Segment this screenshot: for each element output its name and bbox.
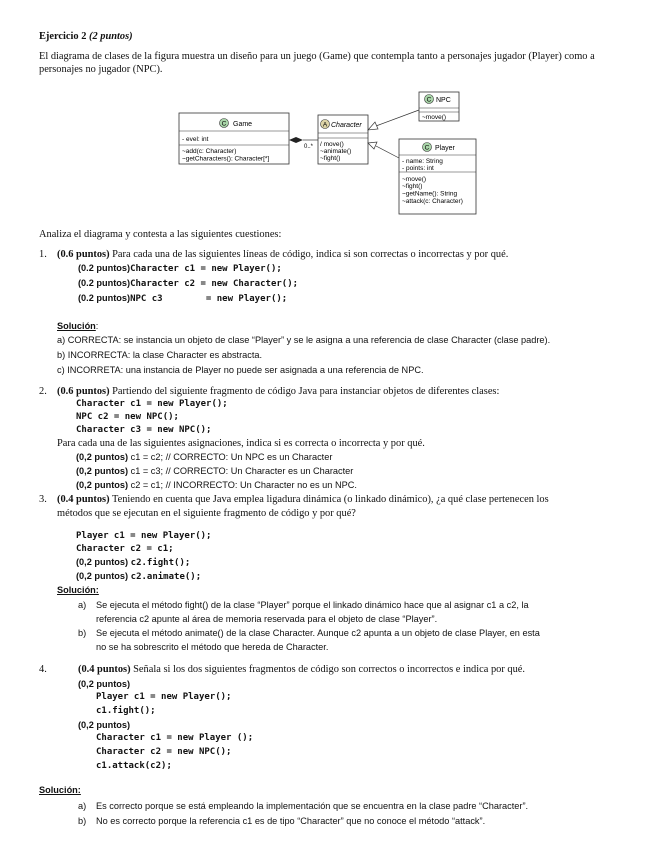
character-method: ~animate() bbox=[320, 148, 352, 155]
game-class-name: Game bbox=[233, 121, 253, 128]
q2-code-line: Character c1 = new Player(); bbox=[76, 399, 228, 409]
q4-text: Señala si los dos siguientes fragmentos de código son correctos o incorrectos e indica por qué. bbox=[133, 664, 526, 675]
class-diagram bbox=[178, 88, 478, 216]
q1-item: (0.2 puntos)Character c1 = new Player(); bbox=[78, 263, 282, 274]
character-class-name: Character bbox=[331, 122, 362, 129]
player-method: ~attack(c: Character) bbox=[402, 198, 463, 205]
q3-item: (0,2 puntos) c2.animate(); bbox=[76, 571, 202, 582]
player-class-name: Player bbox=[435, 145, 455, 152]
npc-icon-letter: C bbox=[426, 96, 432, 104]
q1-points: (0.6 puntos) bbox=[57, 249, 110, 260]
q2-points: (0.6 puntos) bbox=[57, 386, 110, 397]
q4-solution-a: Es correcto porque se está empleando la implementación que se encuentra en la clase padre “Character”. bbox=[96, 801, 529, 811]
q2-item: (0,2 puntos) c2 = c1; // INCORRECTO: Un Character no es un NPC. bbox=[76, 480, 357, 490]
q3-item: (0,2 puntos) c2.fight(); bbox=[76, 557, 191, 568]
q3-text-line2: métodos que se ejecutan en el siguiente fragmento de código y por qué? bbox=[57, 508, 356, 519]
q3-solution-letter: b) bbox=[78, 628, 87, 638]
q1-item: (0.2 puntos)NPC c3 = new Player(); bbox=[78, 293, 288, 304]
q4-code-line: Character c2 = new NPC(); bbox=[96, 747, 232, 757]
q2-item: (0,2 puntos) c1 = c2; // CORRECTO: Un NPC es un Character bbox=[76, 452, 333, 462]
player-class bbox=[399, 139, 476, 214]
multiplicity-label: 0..* bbox=[304, 144, 314, 150]
q3-code-line: Character c2 = c1; bbox=[76, 544, 174, 554]
q4-points: (0.4 puntos) bbox=[78, 664, 131, 675]
npc-class-name: NPC bbox=[436, 97, 451, 104]
character-method: / move() bbox=[320, 141, 344, 148]
q3-points: (0.4 puntos) bbox=[57, 494, 110, 505]
q1-text: Para cada una de las siguientes líneas de código, indica si son correctas o incorrectas y por qué. bbox=[112, 249, 509, 260]
game-attr: - evel: int bbox=[182, 136, 209, 143]
q4-code-line: Player c1 = new Player(); bbox=[96, 692, 232, 702]
aggregation-diamond bbox=[289, 137, 303, 143]
q3-text: Teniendo en cuenta que Java emplea ligadura dinámica (o linkado dinámico), ¿a qué clase pertenecen los bbox=[111, 494, 549, 505]
q4-code-line: Character c1 = new Player (); bbox=[96, 733, 254, 743]
npc-method: ~move() bbox=[422, 114, 447, 121]
q1-solution-label: Solución: bbox=[57, 321, 99, 331]
game-method: ~add(c: Character) bbox=[182, 148, 237, 155]
game-method: ~getCharacters(): Character[*] bbox=[182, 155, 270, 163]
q2-number: 2. bbox=[39, 386, 47, 397]
q4-block-points: (0,2 puntos) bbox=[78, 679, 131, 689]
q2-code-line: NPC c2 = new NPC(); bbox=[76, 412, 179, 422]
q4-solution-letter: a) bbox=[78, 801, 87, 811]
q2-statement bbox=[57, 385, 499, 398]
player-attr: - name: String bbox=[402, 158, 443, 165]
player-method: ~fight() bbox=[402, 183, 423, 190]
game-icon-letter: C bbox=[221, 120, 227, 128]
q4-number: 4. bbox=[39, 664, 47, 675]
character-icon-letter: A bbox=[322, 121, 328, 129]
exercise-points: (2 puntos) bbox=[89, 31, 133, 42]
q1-item: (0.2 puntos)Character c2 = new Character(); bbox=[78, 278, 299, 289]
q1-solution-c: c) INCORRETA: una instancia de Player no puede ser asignada a una referencia de NPC. bbox=[57, 365, 424, 375]
q2-code-line: Character c3 = new NPC(); bbox=[76, 425, 212, 435]
q3-code-line: Player c1 = new Player(); bbox=[76, 531, 212, 541]
q3-solution-a-line: Se ejecuta el método fight() de la clase “Player” porque el linkado dinámico hace que al asignar c1 a c2, la bbox=[96, 600, 529, 610]
q1-solution-b: b) INCORRECTA: la clase Character es abstracta. bbox=[57, 350, 263, 360]
q4-block-points: (0,2 puntos) bbox=[78, 720, 131, 730]
q3-solution-letter: a) bbox=[78, 600, 87, 610]
q4-solution-letter: b) bbox=[78, 816, 87, 826]
q3-solution-b-line: Se ejecuta el método animate() de la clase Character. Aunque c2 apunta a un objeto de clase Player, en esta bbox=[96, 628, 540, 638]
character-class bbox=[318, 115, 368, 164]
game-class bbox=[179, 113, 289, 164]
q4-code-line: c1.fight(); bbox=[96, 706, 156, 716]
q3-statement bbox=[57, 493, 549, 506]
q4-solution-b: No es correcto porque la referencia c1 es de tipo “Character” que no conoce el método “attack”. bbox=[96, 816, 486, 826]
player-icon-letter: C bbox=[424, 144, 430, 152]
exercise-heading bbox=[39, 30, 133, 43]
q2-text: Partiendo del siguiente fragmento de código Java para instanciar objetos de diferentes clases: bbox=[112, 386, 500, 397]
q3-solution-a-line: referencia c2 apunte al área de memoria reservada para el objeto de clase “Player”. bbox=[96, 614, 438, 624]
analyze-text: Analiza el diagrama y contesta a las siguientes cuestiones: bbox=[39, 229, 282, 240]
intro-text: El diagrama de clases de la figura muestra un diseño para un juego (Game) que contempla tanto a personajes jugador (Player) como a personajes no jugador (NPC). bbox=[39, 51, 595, 75]
q1-statement bbox=[57, 248, 508, 261]
q3-number: 3. bbox=[39, 494, 47, 505]
q4-solution-label: Solución: bbox=[39, 785, 81, 795]
player-method: ~move() bbox=[402, 176, 427, 183]
character-method: ~fight() bbox=[320, 155, 341, 162]
q1-number: 1. bbox=[39, 249, 47, 260]
q3-solution-b-line: no se ha sobrescrito el método que hereda de Character. bbox=[96, 642, 329, 652]
q3-solution-label: Solución: bbox=[57, 585, 99, 595]
q2-item: (0,2 puntos) c1 = c3; // CORRECTO: Un Character es un Character bbox=[76, 466, 354, 476]
q4-code-line: c1.attack(c2); bbox=[96, 761, 172, 771]
q4-statement bbox=[78, 663, 525, 676]
q1-solution-a: a) CORRECTA: se instancia un objeto de clase “Player” y se le asigna a una referencia de clase Character (clase padre). bbox=[57, 335, 551, 345]
player-attr: - points: int bbox=[402, 165, 434, 172]
q2-text2: Para cada una de las siguientes asignaciones, indica si es correcta o incorrecta y por qué. bbox=[57, 438, 425, 449]
player-method: ~getName(): String bbox=[402, 190, 458, 198]
exercise-title: Ejercicio 2 bbox=[39, 31, 87, 42]
npc-class bbox=[419, 92, 459, 121]
